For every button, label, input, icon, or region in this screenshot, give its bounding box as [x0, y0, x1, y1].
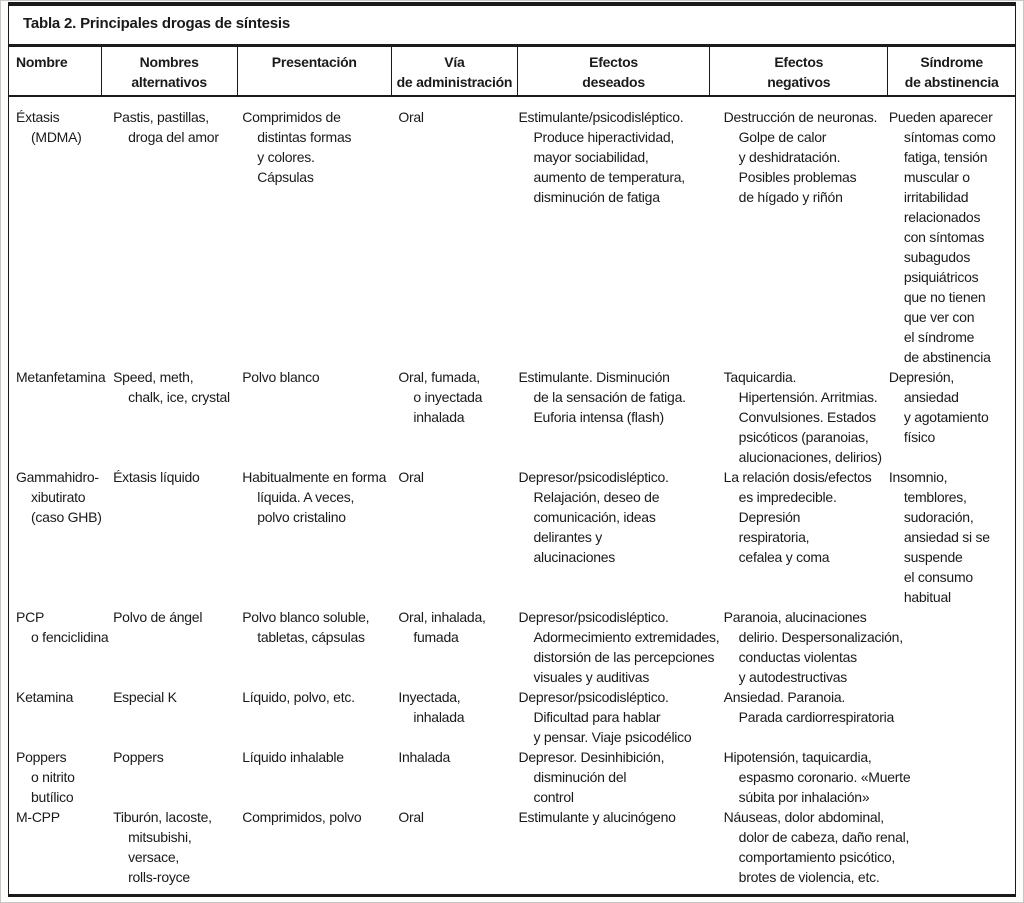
- column-header-efectos-deseados: [517, 47, 709, 96]
- cell-via-administracion: [391, 467, 517, 607]
- text-line: el consumo: [903, 569, 973, 585]
- text-line: subagudos: [903, 249, 971, 265]
- cell-presentacion: [237, 687, 391, 747]
- table-row: [9, 807, 1015, 894]
- text-line: Depresión: [738, 509, 801, 525]
- text-line: Oral, fumada,: [398, 369, 480, 385]
- text-line: Comprimidos de: [242, 109, 341, 125]
- column-header-nombres-alternativos: [101, 47, 237, 96]
- text-line: comunicación, ideas: [533, 509, 656, 525]
- text-line: de hígado y riñón: [738, 189, 843, 205]
- table-row: [9, 607, 1015, 687]
- text-line: polvo cristalino: [257, 509, 346, 525]
- cell-presentacion: [237, 607, 391, 687]
- text-line: que ver con: [903, 309, 975, 325]
- text-line: físico: [903, 429, 936, 445]
- text-line: Hipotensión, taquicardia,: [723, 749, 872, 765]
- cell-efectos-deseados: [517, 607, 720, 687]
- drugs-table: [9, 47, 1015, 894]
- text-line: Éxtasis líquido: [113, 469, 200, 485]
- cell-sindrome-abstinencia: [888, 807, 1015, 894]
- cell-presentacion: [237, 96, 391, 367]
- cell-nombres-alternativos: [101, 747, 237, 807]
- text-line: M-CPP: [16, 809, 60, 825]
- text-line: que no tienen: [903, 289, 986, 305]
- text-line: temblores,: [903, 489, 967, 505]
- cell-efectos-negativos: [710, 747, 911, 807]
- table-figure-box: [8, 2, 1016, 897]
- text-line: conductas violentas: [738, 649, 857, 665]
- text-line: Depresión,: [888, 369, 955, 385]
- text-line: Gammahidro-: [16, 469, 99, 485]
- cell-presentacion: [237, 367, 391, 467]
- text-line: tabletas, cápsulas: [257, 629, 365, 645]
- cell-sindrome-abstinencia: [888, 367, 1015, 467]
- cell-sindrome-abstinencia: [888, 607, 1015, 687]
- cell-sindrome-abstinencia: [888, 467, 1015, 607]
- text-line: Dificultad para hablar: [533, 709, 661, 725]
- text-line: Estimulante y alucinógeno: [518, 809, 676, 825]
- text-line: PCP: [16, 609, 45, 625]
- text-line: (caso GHB): [31, 509, 102, 525]
- text-line: Oral: [398, 469, 424, 485]
- text-line: Síndrome: [920, 54, 983, 70]
- text-line: Nombre: [16, 54, 68, 70]
- cell-efectos-deseados: [517, 467, 709, 607]
- text-line: espasmo coronario. «Muerte: [738, 769, 911, 785]
- cell-efectos-deseados: [517, 807, 709, 894]
- text-line: Depresor/psicodisléptico.: [518, 469, 669, 485]
- text-line: Presentación: [271, 54, 357, 70]
- text-line: Oral: [398, 109, 424, 125]
- cell-sindrome-abstinencia: [888, 96, 1015, 367]
- text-line: dolor de cabeza, daño renal,: [738, 829, 910, 845]
- text-line: Efectos: [774, 54, 824, 70]
- cell-nombres-alternativos: [101, 687, 237, 747]
- cell-nombres-alternativos: [101, 96, 237, 367]
- text-line: Ansiedad. Paranoia.: [723, 689, 845, 705]
- text-line: el síndrome: [903, 329, 975, 345]
- text-line: Estimulante. Disminución: [518, 369, 670, 385]
- text-line: Efectos: [589, 54, 638, 70]
- text-line: Líquido, polvo, etc.: [242, 689, 355, 705]
- text-line: y pensar. Viaje psicodélico: [533, 729, 692, 745]
- text-line: deseados: [582, 74, 645, 90]
- cell-presentacion: [237, 807, 391, 894]
- text-line: Habitualmente en forma: [242, 469, 387, 485]
- text-line: y autodestructivas: [738, 669, 847, 685]
- header-row: [9, 47, 1015, 96]
- text-line: fatiga, tensión: [903, 149, 988, 165]
- text-line: Polvo blanco soluble,: [242, 609, 370, 625]
- text-line: Adormecimiento extremidades,: [533, 629, 720, 645]
- cell-nombres-alternativos: [101, 807, 237, 894]
- text-line: Ketamina: [16, 689, 74, 705]
- text-line: Pueden aparecer: [888, 109, 993, 125]
- text-line: La relación dosis/efectos: [723, 469, 872, 485]
- cell-nombre: [9, 367, 106, 467]
- text-line: o inyectada: [413, 389, 483, 405]
- text-line: distorsión de las percepciones: [533, 649, 715, 665]
- column-header-sindrome-abstinencia: [888, 47, 1015, 96]
- text-line: (MDMA): [31, 129, 82, 145]
- text-line: Speed, meth,: [113, 369, 194, 385]
- table-row: [9, 747, 1015, 807]
- text-line: relacionados: [903, 209, 981, 225]
- cell-nombre: [9, 467, 101, 607]
- text-line: Depresor/psicodisléptico.: [518, 689, 669, 705]
- text-line: irritabilidad: [903, 189, 969, 205]
- text-line: Convulsiones. Estados: [738, 409, 876, 425]
- text-line: o fenciclidina: [31, 629, 109, 645]
- text-line: Tiburón, lacoste,: [113, 809, 212, 825]
- text-line: alucinaciones: [533, 549, 616, 565]
- text-line: Nombres: [139, 54, 199, 70]
- text-line: mayor sociabilidad,: [533, 149, 649, 165]
- cell-nombre: [9, 687, 101, 747]
- table-row: [9, 687, 1015, 747]
- cell-sindrome-abstinencia: [888, 687, 1015, 747]
- text-line: ansiedad si se: [903, 529, 990, 545]
- column-header-efectos-negativos: [710, 47, 888, 96]
- text-line: Oral, inhalada,: [398, 609, 486, 625]
- cell-efectos-deseados: [517, 367, 709, 467]
- cell-presentacion: [237, 467, 391, 607]
- text-line: súbita por inhalación»: [738, 789, 870, 805]
- text-line: butílico: [31, 789, 74, 805]
- text-line: líquida. A veces,: [257, 489, 355, 505]
- text-line: Parada cardiorrespiratoria: [738, 709, 895, 725]
- text-line: cefalea y coma: [738, 549, 830, 565]
- text-line: Oral: [398, 809, 424, 825]
- text-line: Destrucción de neuronas.: [723, 109, 878, 125]
- column-header-via-administracion: [391, 47, 517, 96]
- text-line: Poppers: [16, 749, 67, 765]
- text-line: versace,: [128, 849, 179, 865]
- table-row: [9, 96, 1015, 367]
- text-line: o nitrito: [31, 769, 75, 785]
- cell-efectos-deseados: [517, 96, 709, 367]
- text-line: respiratoria,: [738, 529, 810, 545]
- table-title: Tabla 2. Principales drogas de síntesis: [9, 6, 1015, 47]
- text-line: y agotamiento: [903, 409, 989, 425]
- text-line: negativos: [767, 74, 831, 90]
- text-line: Insomnio,: [888, 469, 948, 485]
- cell-via-administracion: [391, 607, 517, 687]
- text-line: disminución de fatiga: [533, 189, 660, 205]
- cell-nombre: [9, 747, 101, 807]
- text-line: Taquicardia.: [723, 369, 797, 385]
- cell-via-administracion: [391, 807, 517, 894]
- text-line: mitsubishi,: [128, 829, 192, 845]
- cell-nombre: [9, 607, 109, 687]
- cell-efectos-negativos: [710, 807, 910, 894]
- cell-efectos-deseados: [517, 747, 709, 807]
- table-row: [9, 467, 1015, 607]
- text-line: droga del amor: [128, 129, 219, 145]
- table-body: [9, 96, 1015, 894]
- text-line: control: [533, 789, 574, 805]
- text-line: con síntomas: [903, 229, 985, 245]
- text-line: visuales y auditivas: [533, 669, 650, 685]
- cell-efectos-negativos: [710, 96, 888, 367]
- table-header: [9, 47, 1015, 96]
- text-line: ansiedad: [903, 389, 959, 405]
- cell-nombres-alternativos: [101, 607, 237, 687]
- text-line: sudoración,: [903, 509, 974, 525]
- text-line: Cápsulas: [257, 169, 314, 185]
- text-line: xibutirato: [31, 489, 86, 505]
- text-line: Vía: [444, 54, 465, 70]
- text-line: comportamiento psicótico,: [738, 849, 896, 865]
- cell-efectos-negativos: [710, 687, 895, 747]
- cell-efectos-negativos: [710, 607, 903, 687]
- text-line: alucionaciones, delirios): [738, 449, 882, 465]
- text-line: de administración: [396, 74, 513, 90]
- cell-nombre: [9, 96, 101, 367]
- text-line: distintas formas: [257, 129, 352, 145]
- text-line: Estimulante/psicodisléptico.: [518, 109, 684, 125]
- text-line: delirantes y: [533, 529, 603, 545]
- text-line: Polvo de ángel: [113, 609, 203, 625]
- text-line: Golpe de calor: [738, 129, 827, 145]
- text-line: Metanfetamina: [16, 369, 106, 385]
- text-line: Comprimidos, polvo: [242, 809, 362, 825]
- text-line: Pastis, pastillas,: [113, 109, 209, 125]
- column-header-nombre: [9, 47, 101, 96]
- text-line: y deshidratación.: [738, 149, 841, 165]
- text-line: inhalada: [413, 709, 465, 725]
- text-line: chalk, ice, crystal: [128, 389, 230, 405]
- text-line: Líquido inhalable: [242, 749, 344, 765]
- text-line: Especial K: [113, 689, 177, 705]
- text-line: suspende: [903, 549, 963, 565]
- cell-presentacion: [237, 747, 391, 807]
- text-line: Posibles problemas: [738, 169, 857, 185]
- text-line: y colores.: [257, 149, 315, 165]
- text-line: de abstinencia: [903, 349, 991, 365]
- cell-via-administracion: [391, 367, 517, 467]
- text-line: Produce hiperactividad,: [533, 129, 675, 145]
- text-line: Éxtasis: [16, 109, 60, 125]
- text-line: brotes de violencia, etc.: [738, 869, 880, 885]
- cell-via-administracion: [391, 747, 517, 807]
- text-line: muscular o: [903, 169, 970, 185]
- text-line: fumada: [413, 629, 459, 645]
- text-line: Euforia intensa (flash): [533, 409, 664, 425]
- text-line: Náuseas, dolor abdominal,: [723, 809, 884, 825]
- text-line: habitual: [903, 589, 951, 605]
- cell-efectos-negativos: [710, 467, 888, 607]
- text-line: psicóticos (paranoias,: [738, 429, 869, 445]
- text-line: Hipertensión. Arritmias.: [738, 389, 878, 405]
- cell-nombre: [9, 807, 101, 894]
- cell-efectos-negativos: [710, 367, 888, 467]
- text-line: es impredecible.: [738, 489, 837, 505]
- text-line: psiquiátricos: [903, 269, 979, 285]
- text-line: Relajación, deseo de: [533, 489, 660, 505]
- text-line: Polvo blanco: [242, 369, 320, 385]
- text-line: delirio. Despersonalización,: [738, 629, 903, 645]
- column-header-presentacion: [237, 47, 391, 96]
- cell-via-administracion: [391, 96, 517, 367]
- text-line: Depresor. Desinhibición,: [518, 749, 665, 765]
- table-row: [9, 367, 1015, 467]
- cell-via-administracion: [391, 687, 517, 747]
- text-line: Depresor/psicodisléptico.: [518, 609, 669, 625]
- text-line: disminución del: [533, 769, 627, 785]
- text-line: Inhalada: [398, 749, 451, 765]
- text-line: Poppers: [113, 749, 164, 765]
- cell-nombres-alternativos: [101, 367, 237, 467]
- text-line: Paranoia, alucinaciones: [723, 609, 867, 625]
- text-line: alternativos: [131, 74, 207, 90]
- text-line: inhalada: [413, 409, 465, 425]
- cell-nombres-alternativos: [101, 467, 237, 607]
- text-line: aumento de temperatura,: [533, 169, 685, 185]
- text-line: rolls-royce: [128, 869, 190, 885]
- text-line: Inyectada,: [398, 689, 461, 705]
- text-line: de abstinencia: [904, 74, 999, 90]
- text-line: de la sensación de fatiga.: [533, 389, 686, 405]
- text-line: síntomas como: [903, 129, 996, 145]
- cell-efectos-deseados: [517, 687, 709, 747]
